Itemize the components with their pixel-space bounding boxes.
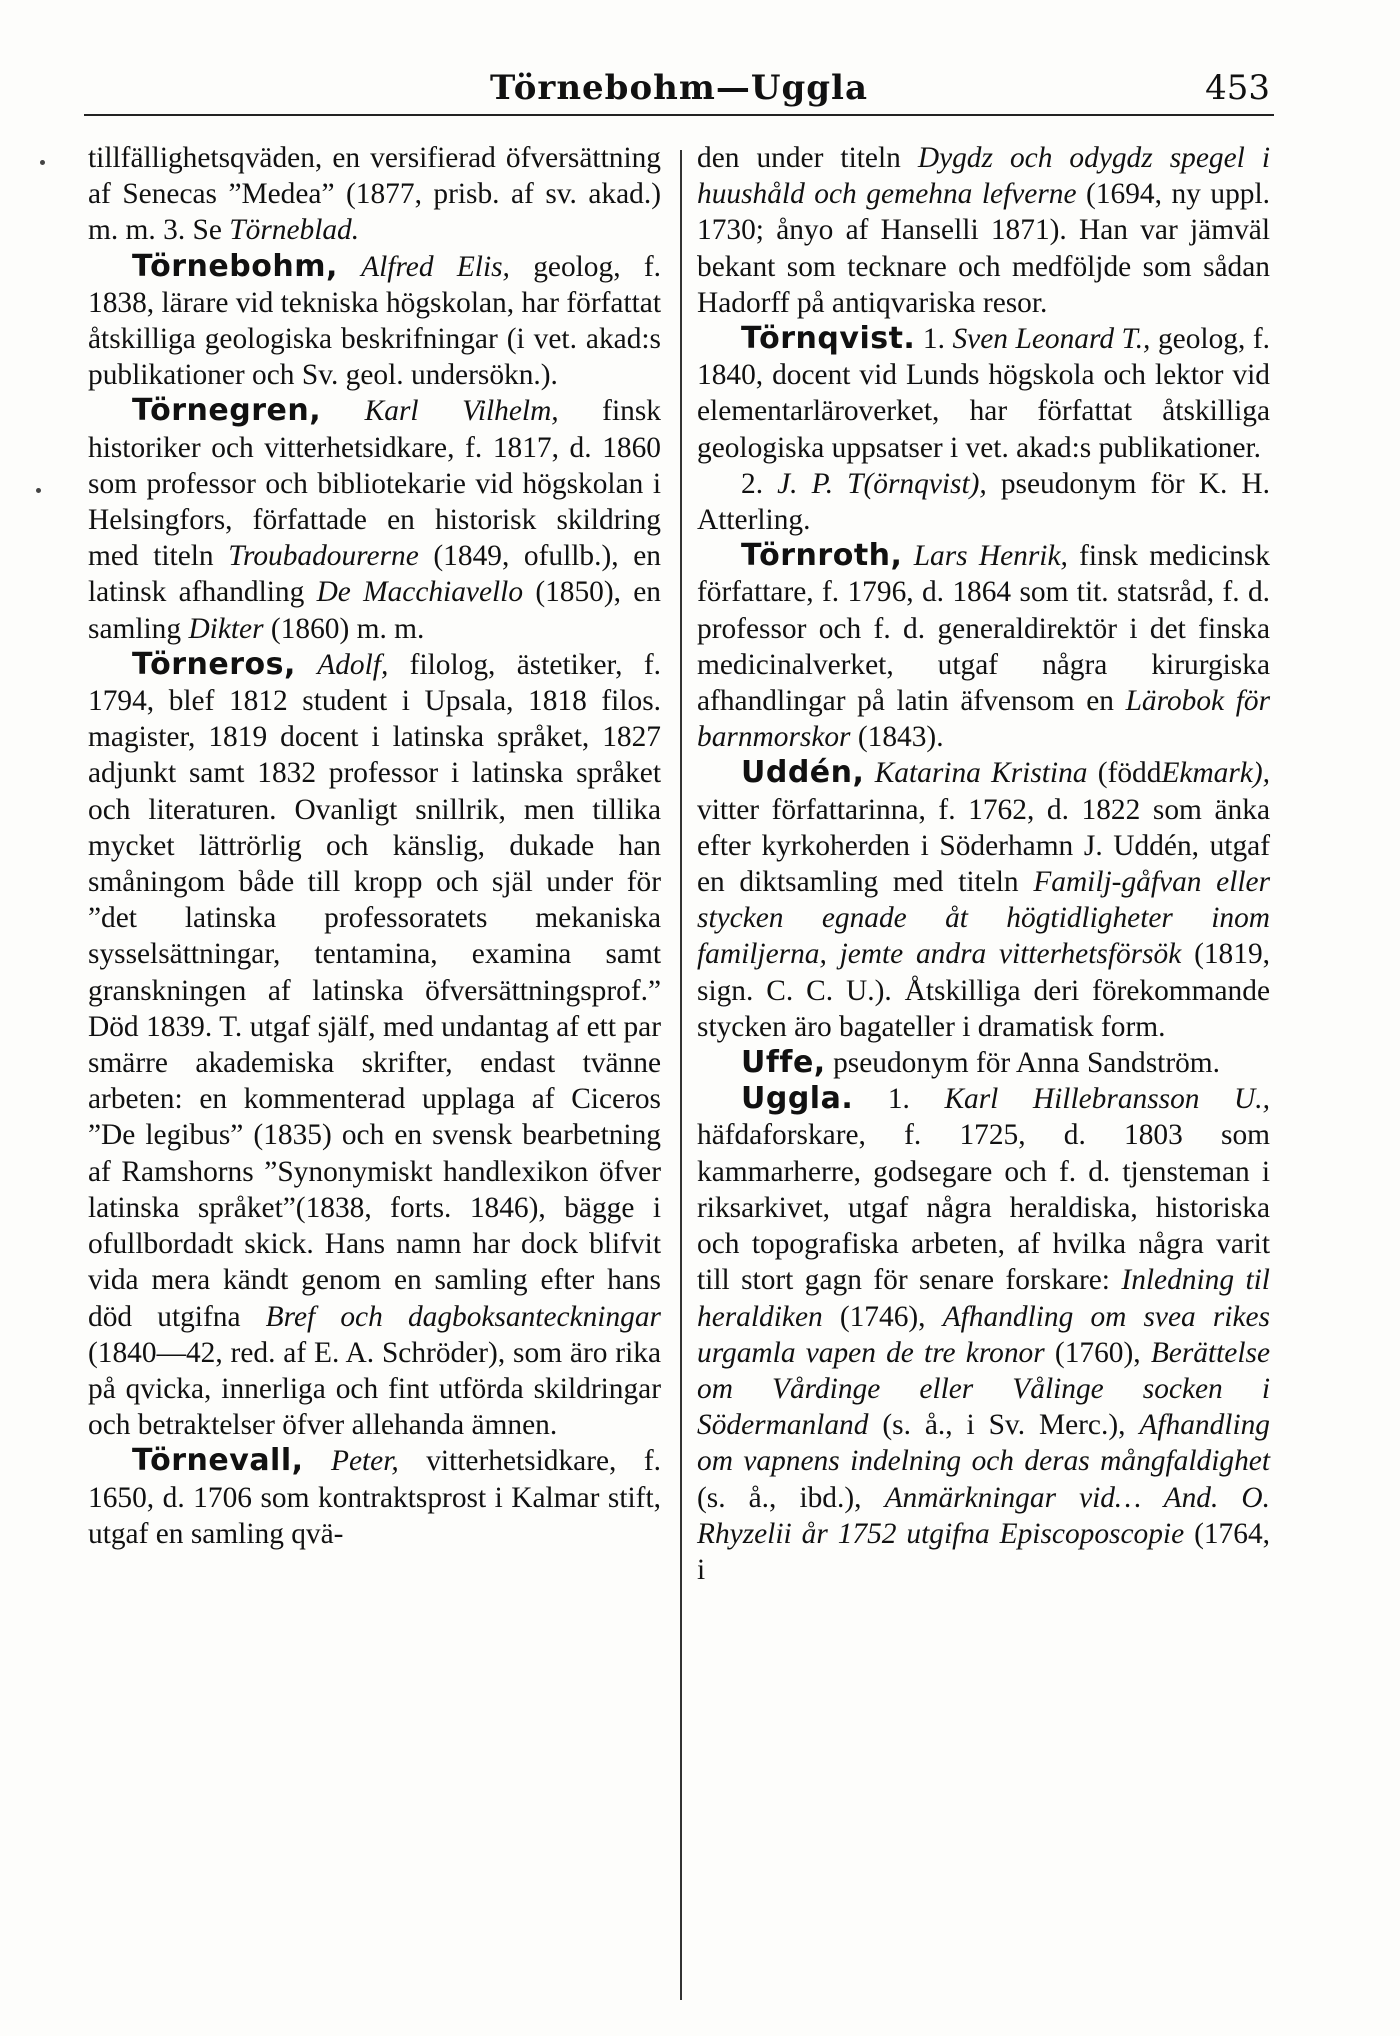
print-speck	[40, 160, 45, 165]
given-names: Sven Leonard T.,	[952, 323, 1151, 356]
given-names: Adolf,	[317, 648, 389, 681]
work-title: Familj-gåfvan eller stycken egnade åt högtidligheter inom familjerna, jemte andra vitterhetsförsök	[697, 866, 1271, 971]
given-names: Alfred Elis,	[361, 250, 510, 283]
entry-tornebohm: Törnebohm, Alfred Elis, geolog, f. 1838, lärare vid tekniska högskolan, har författat åtskilliga geologiska beskrifningar (i vet. akad:s publikationer och Sv. geol. undersökn.).	[88, 248, 661, 392]
given-names: Lars Henrik,	[913, 540, 1068, 573]
headword: Uffe,	[741, 1045, 826, 1081]
entry-tornevall: Törnevall, Peter, vitterhetsidkare, f. 1650, d. 1706 som kontraktsprost i Kalmar stift, utgaf en samling qvä-	[88, 1443, 661, 1550]
cross-reference: Törneblad.	[229, 214, 360, 247]
given-names: Katarina Kristina	[874, 757, 1088, 790]
work-title: Bref och dagboksanteckningar	[265, 1300, 661, 1333]
headword: Uddén,	[741, 755, 865, 791]
given-names: Peter,	[331, 1445, 399, 1478]
column-divider	[680, 150, 682, 2000]
given-names: Karl Hillebransson U.,	[944, 1083, 1270, 1116]
headword: Törnevall,	[132, 1443, 304, 1479]
work-title: Anmärkningar vid… And. O. Rhyzelii år 1752 utgifna Episcoposcopie	[697, 1481, 1270, 1550]
left-column	[88, 140, 661, 1552]
entry-udden: Uddén, Katarina Kristina (föddEkmark), vitter författarinna, f. 1762, d. 1822 som änka efter kyrkoherden i Söderhamn J. Uddén, utgaf en diktsamling med titeln Familj-gåfvan eller stycken egnade åt högtidligheter inom familjerna, jemte andra vitterhetsförsök (1819, sign. C. C. U.). Åtskilliga deri förekommande stycken äro bagateller i dramatisk form.	[697, 755, 1271, 1043]
headword: Törnegren,	[132, 393, 322, 429]
work-title: Afhandling om vapnens indelning och deras mångfaldighet	[697, 1409, 1270, 1478]
entry-uggla: Uggla. 1. Karl Hillebransson U., häfdaforskare, f. 1725, d. 1803 som kammarherre, godsegare och f. d. tjensteman i riksarkivet, utgaf några heraldiska, historiska och topografiska arbeten, af hvilka några varit till stort gagn för senare forskare: Inledning til heraldiken (1746), Afhandling om svea rikes urgamla vapen de tre kronor (1760), Berättelse om Vårdinge eller Vålinge socken i Södermanland (s. å., i Sv. Merc.), Afhandling om vapnens indelning och deras mångfaldighet (s. å., ibd.), Anmärkningar vid… And. O. Rhyzelii år 1752 utgifna Episcoposcopie (1764, i	[697, 1081, 1270, 1586]
continued-entry: tillfällighetsqväden, en versifierad öfversättning af Senecas ”Medea” (1877, prisb. af sv. akad.) m. m. 3. Se Törneblad.	[88, 142, 661, 247]
work-title: Troubadourerne	[228, 540, 419, 573]
entry-tornegren: Törnegren, Karl Vilhelm, finsk historiker och vitterhetsidkare, f. 1817, d. 1860 som professor och bibliotekarie vid högskolan i Helsingfors, författade en historisk skildring med titeln Troubadourerne (1849, ofullb.), en latinsk afhandling De Macchiavello (1850), en samling Dikter (1860) m. m.	[88, 393, 662, 645]
work-title: Dygdz och odygdz spegel i huushåld och gemehna lefverne	[697, 142, 1270, 211]
given-names: Karl Vilhelm,	[364, 395, 559, 428]
entry-tornroth: Törnroth, Lars Henrik, finsk medicinsk författare, f. 1796, d. 1864 som tit. statsråd, f. d. professor och f. d. generaldirektör i det finska medicinalverket, utgaf några kirurgiska afhandlingar på latin äfvensom en Lärobok för barnmorskor (1843).	[697, 538, 1271, 754]
headword: Törnroth,	[741, 538, 903, 574]
given-names: J. P. T(örnqvist),	[777, 467, 987, 500]
running-title: Törnebohm—Uggla	[490, 68, 868, 108]
work-title: Inledning til heraldiken	[697, 1264, 1270, 1333]
work-title: Berättelse om Vårdinge eller Vålinge socken i Södermanland	[697, 1336, 1270, 1442]
work-title: Dikter	[188, 612, 264, 645]
headword: Törnqvist.	[741, 321, 916, 357]
entry-uffe: Uffe, pseudonym för Anna Sandström.	[741, 1045, 1221, 1081]
work-title: De Macchiavello	[316, 576, 524, 609]
entry-torneros: Törneros, Adolf, filolog, ästetiker, f. 1794, blef 1812 student i Upsala, 1818 filos. magister, 1819 docent i latinska språket, 1827 adjunkt samt 1832 professor i latinska språket och literaturen. Ovanligt snillrik, men tillika mycket lättrörlig och känslig, dukade han småningom både till kropp och själ under för ”det latinska professoratets mekaniska sysselsättningar, tentamina, examina samt granskningen af latinska öfversättningsprof.” Död 1839. T. utgaf själf, med undantag af ett par smärre akademiska skrifter, endast tvänne arbeten: en kommenterad upplaga af Ciceros ”De legibus” (1835) och en svensk bearbetning af Ramshorns ”Synonymiskt handlexikon öfver latinska språket”(1838, forts. 1846), bägge i ofullbordadt skick. Hans namn har dock blifvit vida mera kändt genom en samling efter hans död utgifna Bref och dagboksanteckningar (1840—42, red. af E. A. Schröder), som äro rika på qvicka, innerliga och fint utförda skildringar och betraktelser öfver allehanda ämnen.	[88, 646, 661, 1442]
print-speck	[36, 488, 41, 493]
subentry-tornqvist-2: 2. J. P. T(örnqvist), pseudonym för K. H. Atterling.	[697, 467, 1270, 537]
headword: Törneros,	[132, 646, 296, 682]
work-title: Lärobok för barnmorskor	[697, 685, 1271, 754]
page-number: 453	[1205, 68, 1270, 108]
page-header	[84, 62, 1274, 116]
headword: Uggla.	[741, 1081, 854, 1117]
right-column	[697, 140, 1270, 1588]
headword: Törnebohm,	[132, 248, 338, 284]
entry-tornqvist: Törnqvist. 1. Sven Leonard T., geolog, f. 1840, docent vid Lunds högskola och lektor vid elementarläroverket, har författat åtskilliga geologiska uppsatser i vet. akad:s publikationer.	[697, 321, 1270, 464]
continued-entry: den under titeln Dygdz och odygdz spegel i huushåld och gemehna lefverne (1694, ny uppl. 1730; ånyo af Hanselli 1871). Han var jämväl bekant som tecknare och medföljde som sådan Hadorff på antiqvariska resor.	[697, 142, 1270, 319]
work-title: Afhandling om svea rikes urgamla vapen de tre kronor	[697, 1300, 1270, 1369]
maiden-name: Ekmark),	[1161, 757, 1270, 790]
